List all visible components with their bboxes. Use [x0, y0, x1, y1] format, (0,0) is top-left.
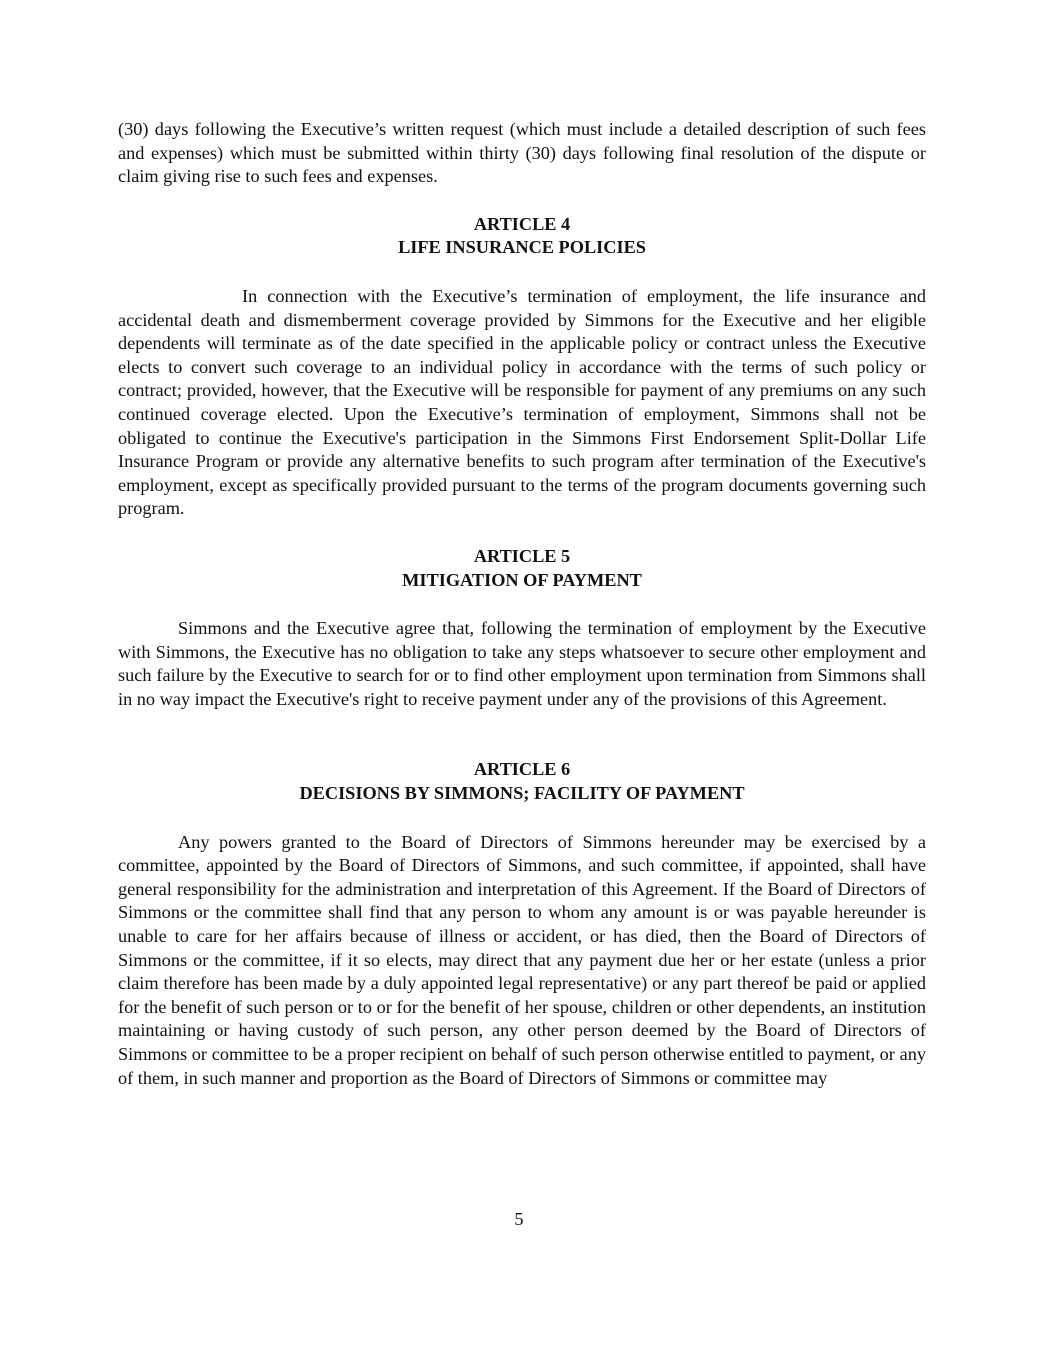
article-4-title: LIFE INSURANCE POLICIES	[398, 237, 646, 258]
article-5-body: Simmons and the Executive agree that, following the termination of employment by the Executive with Simmons, the Executive has no obligation to take any steps whatsoever to secure other employment and such failure by the Executive to search for or to find other employment upon termination from Simmons shall in no way impact the Executive's right to receive payment under any of the provisions of this Agreement.	[118, 618, 926, 709]
article-5-title: MITIGATION OF PAYMENT	[402, 569, 642, 590]
article-6-body: Any powers granted to the Board of Directors of Simmons hereunder may be exercised by a committee, appointed by the Board of Directors of Simmons, and such committee, if appointed, shall have general responsibility for the administration and interpretation of this Agreement. If the Board of Directors of Simmons or the committee shall find that any person to whom any amount is or was payable hereunder is unable to care for her affairs because of illness or accident, or has died, then the Board of Directors of Simmons or the committee, if it so elects, may direct that any payment due her or her estate (unless a prior claim therefore has been made by a duly appointed legal representative) or any part thereof be paid or applied for the benefit of such person or to or for the benefit of her spouse, children or other dependents, an institution maintaining or having custody of such person, any other person deemed by the Board of Directors of Simmons or committee to be a proper recipient on behalf of such person otherwise entitled to payment, or any of them, in such manner and proportion as the Board of Directors of Simmons or committee may	[118, 831, 926, 1088]
document-page	[118, 118, 926, 1090]
article-5-number: ARTICLE 5	[473, 545, 571, 566]
article-6-heading	[118, 758, 926, 805]
article-6-number: ARTICLE 6	[473, 759, 571, 780]
article-5-heading	[118, 545, 926, 592]
article-4-heading	[118, 213, 926, 260]
opening-paragraph: (30) days following the Executive’s written request (which must include a detailed description of such fees and expenses) which must be submitted within thirty (30) days following final resolution of the dispute or claim giving rise to such fees and expenses.	[118, 119, 926, 187]
article-4-number: ARTICLE 4	[473, 213, 571, 234]
article-6-title: DECISIONS BY SIMMONS; FACILITY OF PAYMENT	[299, 783, 745, 804]
article-4-body: In connection with the Executive’s termination of employment, the life insurance and accidental death and dismemberment coverage provided by Simmons for the Executive and her eligible dependents will terminate as of the date specified in the applicable policy or contract unless the Executive elects to convert such coverage to an individual policy in accordance with the terms of such policy or contract; provided, however, that the Executive will be responsible for payment of any premiums on any such continued coverage elected. Upon the Executive’s termination of employment, Simmons shall not be obligated to continue the Executive's participation in the Simmons First Endorsement Split-Dollar Life Insurance Program or provide any alternative benefits to such program after termination of the Executive's employment, except as specifically provided pursuant to the terms of the program documents governing such program.	[118, 285, 926, 519]
page-number: 5	[514, 1209, 524, 1229]
